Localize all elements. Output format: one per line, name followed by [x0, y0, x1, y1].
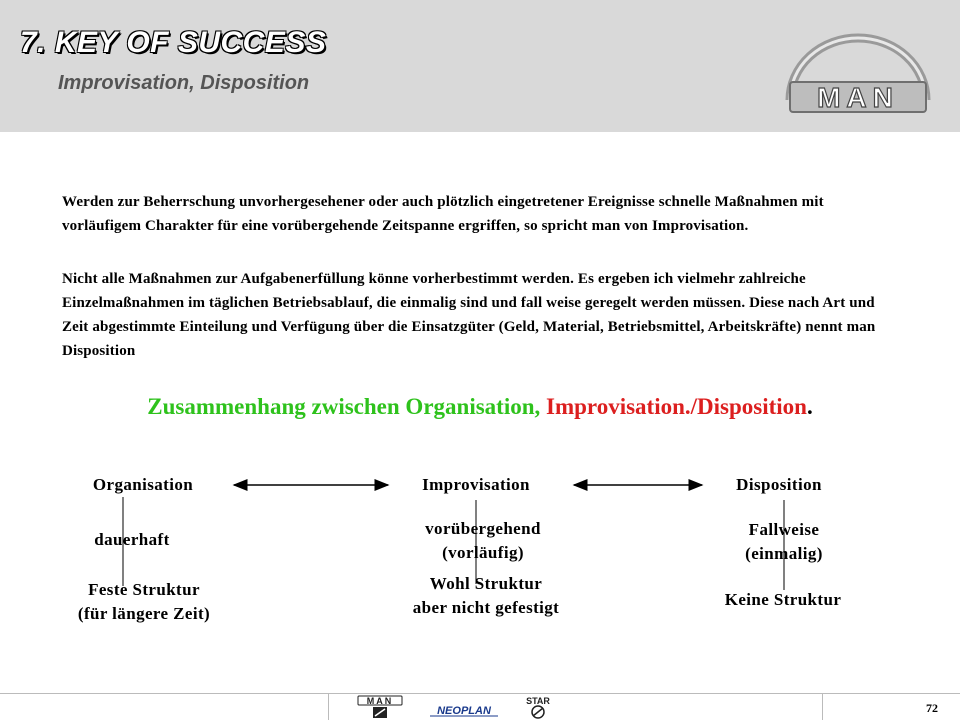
disposition-structure: Keine Struktur — [724, 590, 842, 609]
footer-neoplan-logo — [426, 702, 502, 718]
page-subtitle: Improvisation, Disposition — [58, 72, 310, 94]
page-number: 72 — [926, 701, 938, 715]
footer-star-logo — [518, 695, 558, 720]
node-disposition: Disposition — [736, 475, 822, 494]
improvisation-structure: Wohl Struktur aber nicht gefestigt — [412, 574, 560, 617]
footer-neoplan-text: NEOPLAN — [437, 705, 491, 717]
node-improvisation: Improvisation — [422, 475, 530, 494]
footer-divider — [0, 693, 960, 694]
footer-separator — [822, 694, 823, 720]
paragraph-improvisation: Werden zur Beherrschung unvorhergesehener oder auch plötzlich eingetretener Ereignisse schnelle Maßnahmen mit vorläufigem Charakter für eine vorübergehende Zeitspanne ergriffen, so spricht man von Improvisation. — [62, 194, 824, 234]
footer-separator — [328, 694, 329, 720]
paragraph-disposition: Nicht alle Maßnahmen zur Aufgabenerfüllung könne vorherbestimmt werden. Es ergeben ich vielmehr zahlreiche Einzelmaßnahmen im täglichen Betriebsablauf, die einmalig sind und fall weise geregelt werden müssen. Diese nach Art und Zeit abgestimmte Einteilung und Verfügung über die Einsatzgüter (Geld, Material, Betriebsmittel, Arbeitskräfte) nennt man Disposition — [62, 271, 876, 359]
footer-man-logo — [356, 695, 404, 719]
footer-star-text: STAR — [526, 696, 550, 706]
page-title: 7. KEY OF SUCCESS — [20, 26, 327, 59]
improvisation-trait: vorübergehend (vorläufig) — [425, 519, 541, 562]
disposition-trait: Fallweise (einmalig) — [745, 520, 823, 563]
man-logo-text: MAN — [817, 82, 899, 113]
organisation-trait: dauerhaft — [94, 530, 170, 549]
headline-green-part: Zusammenhang zwischen Organisation, — [147, 394, 546, 419]
headline-red-part: Improvisation./Disposition — [546, 394, 807, 419]
organisation-structure: Feste Struktur (für längere Zeit) — [77, 580, 211, 623]
footer-man-text: MAN — [366, 696, 394, 706]
headline-period: . — [806, 394, 813, 419]
node-organisation: Organisation — [92, 475, 194, 494]
